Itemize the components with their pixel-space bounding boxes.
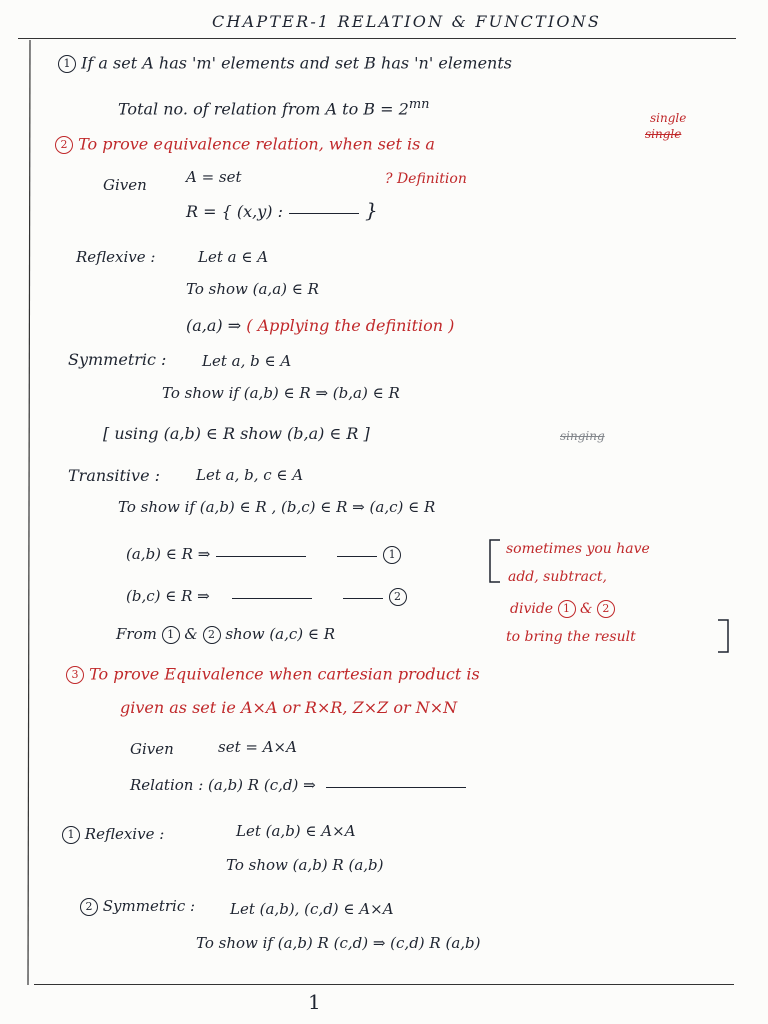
cartesian-given-set: set = A×A [218, 738, 297, 756]
section-3-heading-line-2: given as set ie A×A or R×R, Z×Z or N×N [120, 698, 458, 717]
aside-ref-1: 1 [558, 600, 576, 618]
cartesian-symmetric-let: Let (a,b), (c,d) ∈ A×A [230, 900, 394, 918]
given-label: Given [103, 176, 147, 194]
from-ampersand: & [184, 625, 198, 643]
section-number-2: 2 [55, 136, 73, 154]
aside-ref-2: 2 [597, 600, 615, 618]
total-relations-text: Total no. of relation from A to B = 2 [118, 99, 409, 119]
relation-set-builder: R = { (x,y) : [186, 202, 283, 221]
section-number-3: 3 [66, 666, 84, 684]
transitive-label: Transitive : [68, 466, 161, 485]
given-set: A = set [186, 168, 242, 186]
from-show-text: show (a,c) ∈ R [225, 625, 336, 643]
symmetric-struck-word: singing [560, 429, 605, 443]
aside-divide: divide [510, 601, 554, 617]
from-ref-1: 1 [162, 626, 180, 644]
definition-note: ? Definition [385, 171, 467, 187]
step-2-text: (b,c) ∈ R ⇒ [126, 587, 210, 605]
closing-brace: } [365, 198, 378, 222]
step-1-number: 1 [383, 546, 401, 564]
step-2-number: 2 [389, 588, 407, 606]
aside-line-4: to bring the result [506, 629, 636, 645]
cartesian-symmetric-show: To show if (a,b) R (c,d) ⇒ (c,d) R (a,b) [196, 934, 481, 952]
cartesian-heading: To prove Equivalence when cartesian product is [89, 664, 480, 684]
page-title: CHAPTER-1 RELATION & FUNCTIONS [212, 12, 602, 31]
from-text: From [116, 625, 157, 643]
cartesian-reflexive-show: To show (a,b) R (a,b) [226, 856, 384, 874]
symmetric-using: [ using (a,b) ∈ R show (b,a) ∈ R ] [103, 424, 370, 443]
cartesian-given-label: Given [130, 740, 174, 758]
aside-left-bracket [490, 540, 500, 582]
aside-right-bracket [718, 620, 728, 652]
symmetric-let: Let a, b ∈ A [202, 352, 292, 370]
transitive-let: Let a, b, c ∈ A [196, 466, 304, 484]
exponent-mn: mn [408, 97, 430, 112]
reflexive-label: Reflexive : [76, 248, 156, 266]
transitive-show: To show if (a,b) ∈ R , (b,c) ∈ R ⇒ (a,c) ∈ R [118, 498, 436, 516]
section-number-1: 1 [58, 55, 76, 73]
reflexive-pair: (a,a) ⇒ [186, 316, 242, 335]
cartesian-reflexive-label: Reflexive : [84, 825, 165, 843]
item-number-2: 2 [80, 898, 98, 916]
symmetric-show: To show if (a,b) ∈ R ⇒ (b,a) ∈ R [162, 384, 400, 402]
item-number-1: 1 [62, 826, 80, 844]
single-note: single [650, 111, 687, 125]
step-1-text: (a,b) ∈ R ⇒ [126, 545, 211, 563]
cartesian-reflexive-let: Let (a,b) ∈ A×A [236, 822, 356, 840]
left-margin-line [28, 40, 30, 985]
aside-line-2: add, subtract, [508, 569, 607, 585]
page-number: 1 [308, 990, 321, 1014]
reflexive-show: To show (a,a) ∈ R [186, 280, 319, 298]
single-struck: single [645, 127, 682, 141]
aside-ampersand: & [579, 601, 593, 617]
cartesian-symmetric-label: Symmetric : [102, 897, 196, 915]
applying-definition-note: ( Applying the definition ) [246, 316, 455, 335]
aside-line-1: sometimes you have [506, 541, 650, 557]
symmetric-label: Symmetric : [68, 350, 167, 369]
set-elements-statement: If a set A has 'm' elements and set B has 'n' elements [81, 53, 512, 73]
cartesian-relation-text: Relation : (a,b) R (c,d) ⇒ [130, 776, 316, 794]
equivalence-heading: To prove equivalence relation, when set is a [78, 134, 435, 154]
from-ref-2: 2 [203, 626, 221, 644]
reflexive-let: Let a ∈ A [198, 248, 269, 266]
